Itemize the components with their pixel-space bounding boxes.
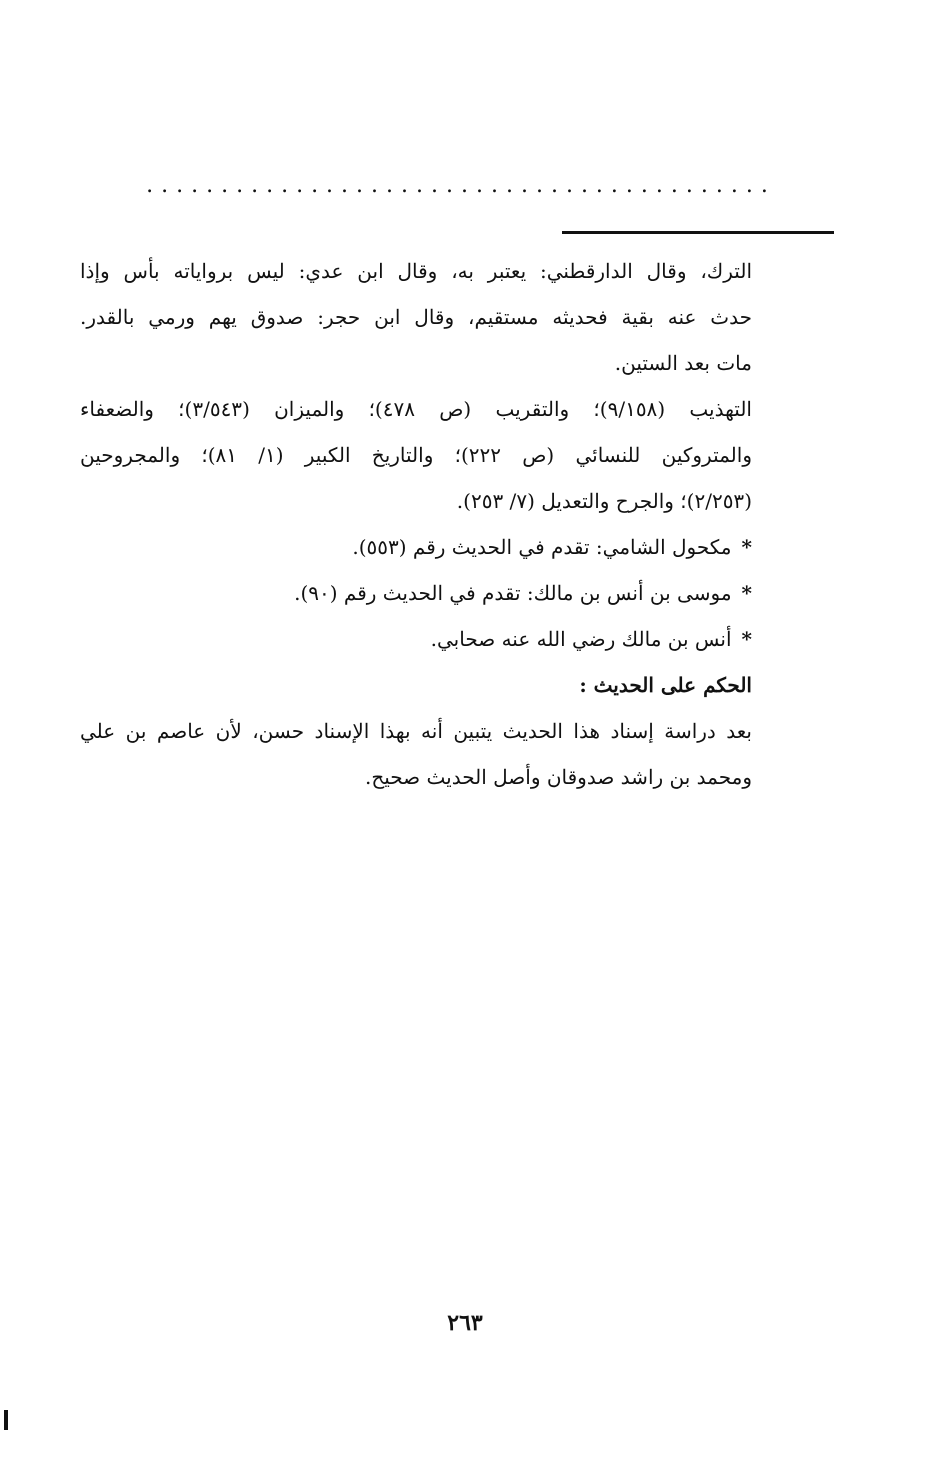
narrator-text: مكحول الشامي: تقدم في الحديث رقم (٥٥٣). xyxy=(352,535,732,559)
ruling-line: ومحمد بن راشد صدوقان وأصل الحديث صحيح. xyxy=(364,765,752,789)
reference-line: والمتروكين للنسائي (ص ٢٢٢)؛ والتاريخ الكبير (١/ ٨١)؛ والمجروحين xyxy=(80,443,752,467)
page-number: ٢٦٣ xyxy=(447,1310,483,1336)
separator-dots: .......................................... xyxy=(146,176,776,196)
narrator-text: أنس بن مالك رضي الله عنه صحابي. xyxy=(430,627,732,651)
reference-line: التهذيب (٩/١٥٨)؛ والتقريب (ص ٤٧٨)؛ والميزان (٣/٥٤٣)؛ والضعفاء xyxy=(80,397,752,421)
reference-line: (٢/٢٥٣)؛ والجرح والتعديل (٧/ ٢٥٣). xyxy=(456,489,752,513)
narrator-item xyxy=(80,570,752,616)
bullet-star-icon: * xyxy=(741,581,752,605)
ruling-line: بعد دراسة إسناد هذا الحديث يتبين أنه بهذا الإسناد حسن، لأن عاصم بن علي xyxy=(80,719,752,743)
ruling-heading: الحكم على الحديث : xyxy=(579,673,752,697)
scan-edge-mark xyxy=(4,1410,8,1430)
bullet-star-icon: * xyxy=(741,535,752,559)
footnote-rule xyxy=(562,231,834,234)
bullet-star-icon: * xyxy=(741,627,752,651)
footnote-line: مات بعد الستين. xyxy=(614,351,752,375)
narrator-item xyxy=(80,616,752,662)
footnote-line: حدث عنه بقية فحديثه مستقيم، وقال ابن حجر: صدوق يهم ورمي بالقدر. xyxy=(80,305,752,329)
narrator-text: موسى بن أنس بن مالك: تقدم في الحديث رقم (٩٠). xyxy=(294,581,732,605)
narrator-item xyxy=(80,524,752,570)
footnote-line: الترك، وقال الدارقطني: يعتبر به، وقال ابن عدي: ليس برواياته بأس وإذا xyxy=(80,259,752,283)
footnote-block xyxy=(80,248,752,800)
